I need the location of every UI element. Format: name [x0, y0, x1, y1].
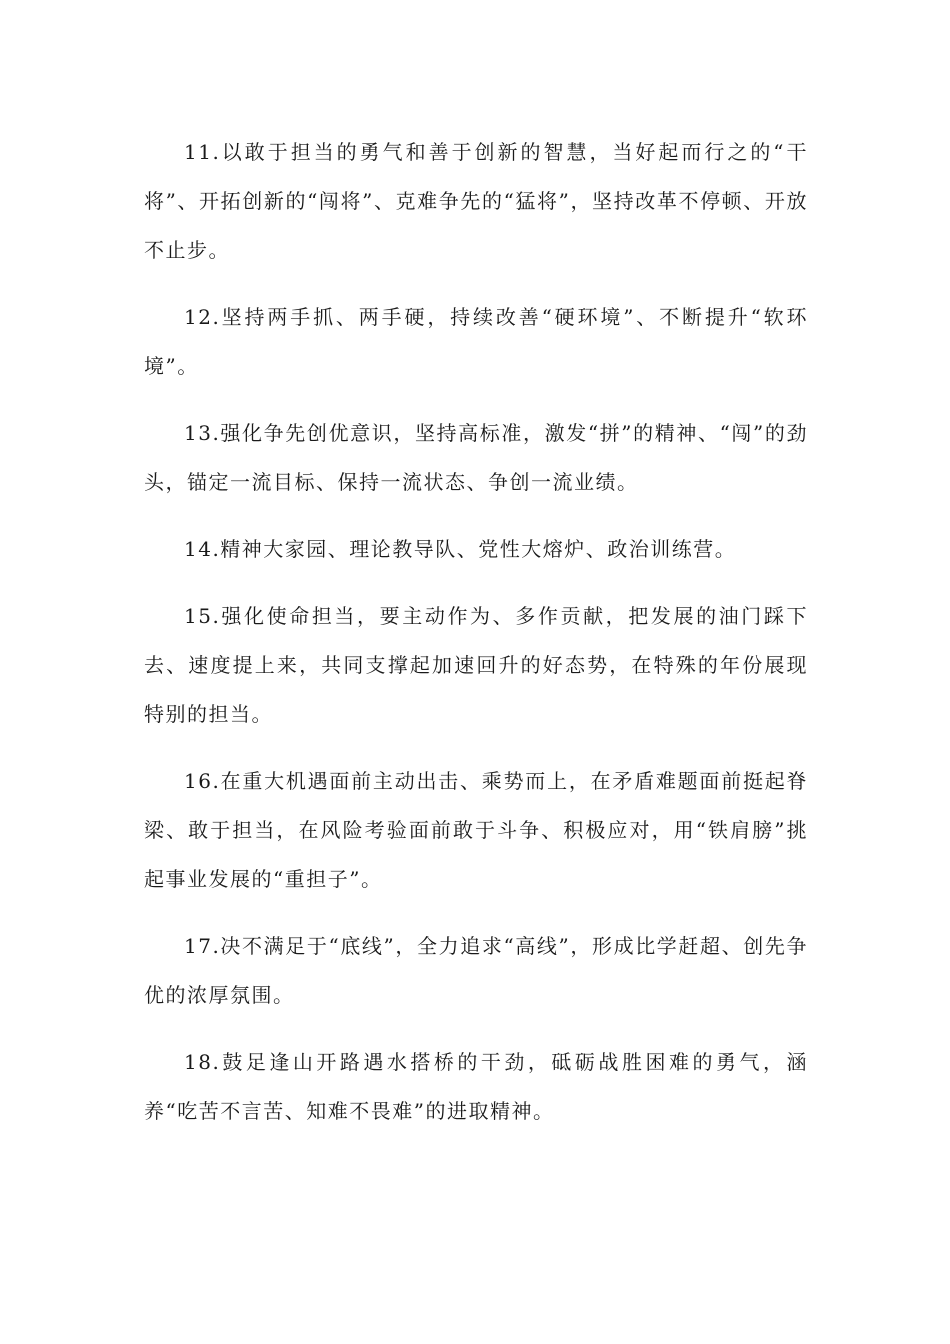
paragraph-12: 12.坚持两手抓、两手硬，持续改善“硬环境”、不断提升“软环境”。 [144, 305, 808, 378]
paragraph-17: 17.决不满足于“底线”，全力追求“高线”，形成比学赶超、创先争优的浓厚氛围。 [144, 934, 808, 1007]
paragraph-14: 14.精神大家园、理论教导队、党性大熔炉、政治训练营。 [184, 537, 737, 561]
document-body [144, 128, 808, 1154]
paragraph-15: 15.强化使命担当，要主动作为、多作贡献，把发展的油门踩下去、速度提上来，共同支撑起加速回升的好态势，在特殊的年份展现特别的担当。 [144, 604, 808, 726]
paragraph-11: 11.以敢于担当的勇气和善于创新的智慧，当好起而行之的“干将”、开拓创新的“闯将”、克难争先的“猛将”，坚持改革不停顿、开放不止步。 [144, 140, 808, 262]
paragraph-13: 13.强化争先创优意识，坚持高标准，激发“拼”的精神、“闯”的劲头，锚定一流目标、保持一流状态、争创一流业绩。 [144, 421, 808, 494]
paragraph-18: 18.鼓足逢山开路遇水搭桥的干劲，砥砺战胜困难的勇气，涵养“吃苦不言苦、知难不畏难”的进取精神。 [144, 1050, 808, 1123]
paragraph-16: 16.在重大机遇面前主动出击、乘势而上，在矛盾难题面前挺起脊梁、敢于担当，在风险考验面前敢于斗争、积极应对，用“铁肩膀”挑起事业发展的“重担子”。 [144, 769, 808, 891]
